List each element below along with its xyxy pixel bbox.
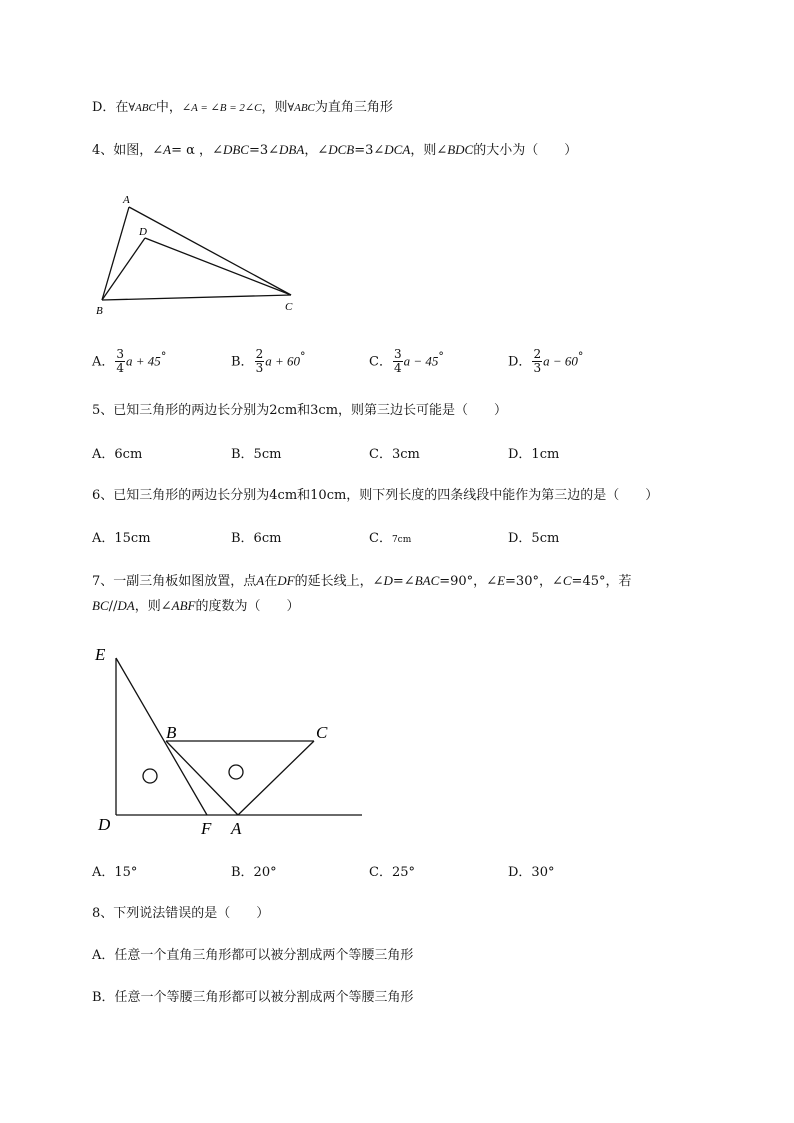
text: =90°， [439,574,487,589]
segment-dc [145,238,291,295]
q6-option-b[interactable]: B．6cm [231,531,282,546]
q5-option-a[interactable]: A．6cm [92,447,143,462]
triangle-symbol: ∀ABC [287,102,315,114]
option-letter: D．在 [92,100,129,115]
label-b: B [96,305,103,317]
degree: ° [299,350,306,363]
text: ，则 [261,100,288,115]
text: // [108,599,118,614]
option-letter: A． [92,354,115,370]
label-e: E [95,645,106,664]
denominator: 4 [393,361,402,376]
text: 在 [264,574,278,589]
label-c7: C [316,723,328,742]
text: =30°， [505,574,552,589]
text: 为直角三角形 [314,100,393,115]
q4-figure-lines [102,207,291,300]
triangle-symbol: ∀ABC [128,102,156,114]
segment-ef [116,658,207,815]
fraction [115,348,125,375]
fraction [255,348,265,375]
q8-option-a[interactable]: A．任意一个直角三角形都可以被分割成两个等腰三角形 [92,948,414,963]
text: 的度数为（ ） [195,599,300,614]
question-5-stem: 5、已知三角形的两边长分别为2cm和3cm，则第三边长可能是（ ） [92,403,508,418]
q5-option-b[interactable]: B．5cm [231,447,282,462]
q5-option-c[interactable]: C．3cm [369,447,420,462]
q6-option-d[interactable]: D．5cm [508,531,560,546]
angle: ∠D [372,573,393,588]
text: ，则 [410,143,437,158]
option-letter: C． [369,531,392,546]
text: 的大小为（ ） [473,143,578,158]
label-d: D [139,226,147,238]
angle: ∠ABF [160,598,196,613]
angle: ∠DCA [373,142,411,157]
text: = [392,574,404,589]
label-a: A [123,194,130,206]
text: 4、如图， [92,143,153,158]
denominator: 3 [533,361,542,376]
degree: ° [577,350,584,363]
question-6-stem: 6、已知三角形的两边长分别为4cm和10cm，则下列长度的四条线段中能作为第三边的是（ ） [92,488,659,503]
text: =3 [354,143,374,158]
text: 的延长线上， [294,574,373,589]
q7-option-a[interactable]: A．15° [92,865,138,880]
segment-ac [129,207,291,295]
segment: DA [117,598,135,613]
option-letter: B． [231,354,254,370]
q8-option-b[interactable]: B．任意一个等腰三角形都可以被分割成两个等腰三角形 [92,990,414,1005]
angle: ∠DBA [268,142,305,157]
denominator: 4 [116,361,125,376]
numerator: 3 [393,347,402,362]
q4-option-c[interactable] [369,348,444,375]
label-c: C [285,301,293,313]
text: 7、一副三角板如图放置，点 [92,574,257,589]
expression: a − 60 [543,353,578,369]
segment-ca [238,741,314,815]
angle: ∠C [551,573,572,588]
angle-expression: ∠A = ∠B = 2∠C [181,102,262,114]
expression: a − 45 [403,353,439,369]
expression: a + 60 [265,353,300,369]
fraction [393,348,403,375]
point: A [256,573,265,588]
q7-option-d[interactable]: D．30° [508,865,555,880]
numerator: 2 [255,347,264,362]
numerator: 3 [116,347,125,362]
question-8-stem: 8、下列说法错误的是（ ） [92,906,270,921]
option-letter: D． [508,354,532,370]
denominator: 3 [255,361,264,376]
expression: a + 45 [126,353,161,369]
q7-option-b[interactable]: B．20° [231,865,277,880]
text: = α ， [171,143,213,158]
angle: ∠DCB [317,142,355,157]
q7-option-c[interactable]: C．25° [369,865,415,880]
segment-bc [102,295,291,300]
label-d7: D [98,815,111,834]
segment: BC [92,598,109,613]
question-7-stem-line1 [92,572,631,591]
segment: DF [277,573,295,588]
degree: ° [160,350,167,363]
option-letter: C． [369,354,392,370]
segment-ab [102,207,129,300]
label-a7: A [231,819,242,838]
segment-db [102,238,145,300]
angle: ∠E [486,573,506,588]
triangle-hole-left [143,769,157,783]
q4-option-b[interactable] [231,348,305,375]
q6-option-c[interactable] [369,530,411,549]
text: 中， [155,100,182,115]
angle: ∠BAC [403,573,440,588]
triangle-hole-right [229,765,243,779]
label-b7: B [166,723,177,742]
label-f: F [201,819,212,838]
angle: ∠DBC [212,142,249,157]
text: =45°，若 [571,574,632,589]
q4-option-d[interactable] [508,348,583,375]
angle: ∠BDC [436,142,474,157]
q4-option-a[interactable] [92,348,166,375]
q6-option-a[interactable]: A．15cm [92,531,151,546]
text: =3 [248,143,269,158]
degree: ° [438,350,444,363]
question-7-stem-line2 [92,597,299,616]
segment-ba [166,741,238,815]
fraction [532,348,542,375]
option-value: 7cm [391,535,412,545]
text: ，则 [134,599,161,614]
angle: ∠A [152,142,172,157]
q5-option-d[interactable]: D．1cm [508,447,560,462]
text: ， [304,143,318,158]
numerator: 2 [533,347,542,362]
